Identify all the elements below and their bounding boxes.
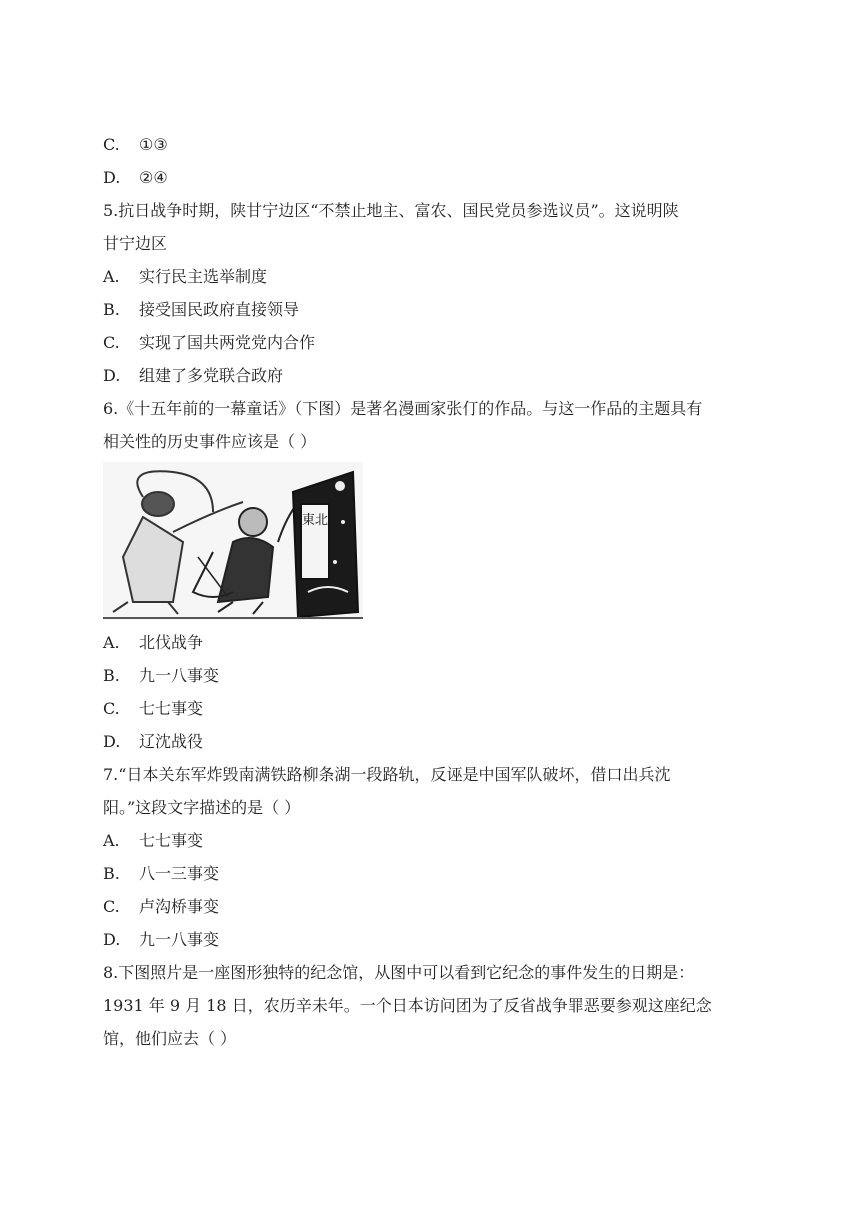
option-letter: D.: [103, 732, 121, 751]
option-text: ①③: [139, 135, 168, 154]
option-letter: B.: [103, 666, 120, 685]
option-text: 实现了国共两党党内合作: [139, 333, 316, 352]
option-text: 辽沈战役: [139, 732, 204, 751]
option-letter: A.: [103, 831, 120, 850]
option-letter: D.: [103, 930, 121, 949]
q6-option-a[interactable]: [103, 626, 763, 659]
q5-option-b[interactable]: [103, 293, 763, 326]
q4-option-d[interactable]: [103, 161, 763, 194]
q5-option-c[interactable]: [103, 326, 763, 359]
option-text: 接受国民政府直接领导: [139, 300, 300, 319]
q7-option-d[interactable]: [103, 923, 763, 956]
option-text: 七七事变: [139, 831, 204, 850]
option-text: 九一八事变: [139, 930, 220, 949]
door-label: 東北: [301, 513, 329, 528]
option-text: 北伐战争: [139, 633, 204, 652]
option-letter: C.: [103, 135, 120, 154]
option-letter: A.: [103, 633, 120, 652]
option-text: 卢沟桥事变: [139, 897, 220, 916]
option-letter: A.: [103, 267, 120, 286]
option-text: 组建了多党联合政府: [139, 366, 284, 385]
option-text: 九一八事变: [139, 666, 220, 685]
q8-stem-line-1: 8.下图照片是一座图形独特的纪念馆，从图中可以看到它纪念的事件发生的日期是：: [103, 963, 695, 982]
option-letter: C.: [103, 699, 120, 718]
q6-option-b[interactable]: [103, 659, 763, 692]
q7-option-a[interactable]: [103, 824, 763, 857]
q6-option-c[interactable]: [103, 692, 763, 725]
q7-option-c[interactable]: [103, 890, 763, 923]
q4-option-c[interactable]: [103, 128, 763, 161]
q6-stem-line-2: 相关性的历史事件应该是（ ）: [103, 432, 317, 451]
q6-stem-line-1: 6.《十五年前的一幕童话》（下图）是著名漫画家张仃的作品。与这一作品的主题具有: [103, 399, 703, 418]
q6-cartoon-image: [103, 462, 363, 620]
option-text: ②④: [139, 168, 168, 187]
option-text: 七七事变: [139, 699, 204, 718]
option-text: 八一三事变: [139, 864, 220, 883]
option-letter: D.: [103, 366, 121, 385]
option-letter: B.: [103, 864, 120, 883]
q7-stem-line-2: 阳。”这段文字描述的是（ ）: [103, 798, 301, 817]
option-text: 实行民主选举制度: [139, 267, 268, 286]
q5-option-d[interactable]: [103, 359, 763, 392]
option-letter: B.: [103, 300, 120, 319]
q5-stem-line-2: 甘宁边区: [103, 234, 168, 253]
q7-option-b[interactable]: [103, 857, 763, 890]
q5-option-a[interactable]: [103, 260, 763, 293]
cartoon-illustration: [103, 462, 363, 620]
q8-stem-line-3: 馆，他们应去（ ）: [103, 1029, 237, 1048]
q6-option-d[interactable]: [103, 725, 763, 758]
q7-stem-line-1: 7.“日本关东军炸毁南满铁路柳条湖一段路轨，反诬是中国军队破坏，借口出兵沈: [103, 765, 671, 784]
option-letter: C.: [103, 897, 120, 916]
q8-stem-line-2: 1931 年 9 月 18 日，农历辛未年。一个日本访问团为了反省战争罪恶要参观这座纪念: [103, 996, 712, 1015]
option-letter: C.: [103, 333, 120, 352]
option-letter: D.: [103, 168, 121, 187]
exam-page: [103, 128, 763, 1055]
q5-stem-line-1: 5.抗日战争时期，陕甘宁边区“不禁止地主、富农、国民党员参选议员”。这说明陕: [103, 201, 679, 220]
